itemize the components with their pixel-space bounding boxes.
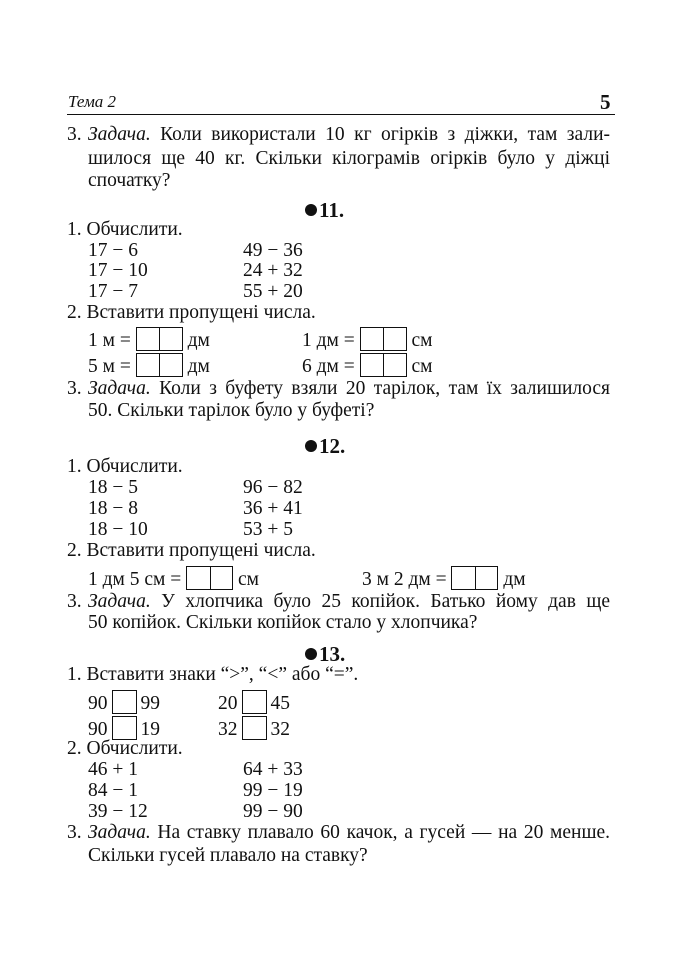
answer-box[interactable] xyxy=(186,566,233,590)
sign-box[interactable] xyxy=(112,690,137,714)
task-text: На ставку плавало 60 качок, а гусей — на 20 менше. xyxy=(157,822,610,843)
calc-expression: 18 − 5 xyxy=(88,477,138,498)
task-text: У хлопчика було 25 копійок. Батько йому дав ще xyxy=(161,591,611,612)
calc-expression: 49 − 36 xyxy=(243,240,303,261)
bullet-icon xyxy=(305,440,317,452)
number-right: 32 xyxy=(270,719,290,740)
header-rule xyxy=(67,114,615,115)
calc-expression: 17 − 10 xyxy=(88,260,148,281)
task-line: Скільки гусей плавало на ставку? xyxy=(88,845,368,866)
task-title: Задача. xyxy=(88,591,151,612)
answer-box[interactable] xyxy=(451,566,498,590)
question-title: 2. Вставити пропущені числа. xyxy=(67,540,316,561)
fill-label: 1 м = xyxy=(88,330,131,351)
calc-expression: 84 − 1 xyxy=(88,780,138,801)
calc-expression: 55 + 20 xyxy=(243,281,303,302)
task-line: спочатку? xyxy=(88,170,171,191)
page-number: 5 xyxy=(600,90,611,114)
calc-expression: 18 − 8 xyxy=(88,498,138,519)
task-title: Задача. xyxy=(88,124,151,145)
calc-expression: 17 − 7 xyxy=(88,281,138,302)
task-number: 3. xyxy=(67,124,82,145)
unit-label: см xyxy=(238,569,260,590)
calc-expression: 39 − 12 xyxy=(88,801,148,822)
unit-label: см xyxy=(411,356,433,377)
fill-label: 1 дм = xyxy=(302,330,355,351)
question-title: 1. Обчислити. xyxy=(67,456,183,477)
unit-label: дм xyxy=(187,330,210,351)
task-title: Задача. xyxy=(88,822,151,843)
fill-label: 6 дм = xyxy=(302,356,355,377)
number-left: 32 xyxy=(218,719,238,740)
calc-expression: 64 + 33 xyxy=(243,759,303,780)
compare-item xyxy=(88,690,160,715)
sign-box[interactable] xyxy=(112,716,137,740)
calc-expression: 36 + 41 xyxy=(243,498,303,519)
task-line xyxy=(88,124,610,146)
number-right: 45 xyxy=(270,693,290,714)
task-line: шилося ще 40 кг. Скільки кілограмів огірків було у діжці xyxy=(88,148,610,169)
fill-row xyxy=(362,566,526,591)
task-text: Коли використали 10 кг огірків з діжки, там зали- xyxy=(160,124,610,145)
task-line xyxy=(88,591,610,613)
fill-label: 3 м 2 дм = xyxy=(362,569,447,590)
answer-box[interactable] xyxy=(136,353,183,377)
section-heading-11: 11. xyxy=(305,198,344,223)
answer-box[interactable] xyxy=(360,327,407,351)
fill-label: 1 дм 5 см = xyxy=(88,569,182,590)
question-title: 2. Обчислити. xyxy=(67,738,183,759)
number-left: 20 xyxy=(218,693,238,714)
section-heading-13: 13. xyxy=(305,642,345,667)
calc-expression: 17 − 6 xyxy=(88,240,138,261)
question-title: 1. Вставити знаки “>”, “<” або “=”. xyxy=(67,664,359,685)
calc-expression: 18 − 10 xyxy=(88,519,148,540)
task-number: 3. xyxy=(67,822,82,843)
bullet-icon xyxy=(305,648,317,660)
fill-row xyxy=(88,353,210,378)
section-heading-12: 12. xyxy=(305,434,345,459)
answer-box[interactable] xyxy=(136,327,183,351)
fill-row xyxy=(302,353,433,378)
task-text: Коли з буфету взяли 20 тарілок, там їх залишилося xyxy=(159,378,611,399)
fill-row xyxy=(88,566,259,591)
task-number: 3. xyxy=(67,378,82,399)
calc-expression: 24 + 32 xyxy=(243,260,303,281)
number-left: 90 xyxy=(88,719,108,740)
number-right: 99 xyxy=(140,693,160,714)
task-line: 50 копійок. Скільки копійок стало у хлопчика? xyxy=(88,612,478,633)
task-title: Задача. xyxy=(88,378,151,399)
unit-label: дм xyxy=(503,569,526,590)
calc-expression: 99 − 19 xyxy=(243,780,303,801)
task-number: 3. xyxy=(67,591,82,612)
compare-item xyxy=(218,690,290,715)
task-line: 50. Скільки тарілок було у буфеті? xyxy=(88,400,375,421)
unit-label: см xyxy=(411,330,433,351)
topic-label: Тема 2 xyxy=(68,92,117,111)
calc-expression: 99 − 90 xyxy=(243,801,303,822)
fill-row xyxy=(88,327,210,352)
number-left: 90 xyxy=(88,693,108,714)
task-line xyxy=(88,378,610,400)
task-line xyxy=(88,822,610,844)
unit-label: дм xyxy=(187,356,210,377)
question-title: 2. Вставити пропущені числа. xyxy=(67,302,316,323)
compare-item xyxy=(218,716,290,741)
sign-box[interactable] xyxy=(242,690,267,714)
calc-expression: 53 + 5 xyxy=(243,519,293,540)
number-right: 19 xyxy=(140,719,160,740)
fill-label: 5 м = xyxy=(88,356,131,377)
question-title: 1. Обчислити. xyxy=(67,219,183,240)
bullet-icon xyxy=(305,204,317,216)
calc-expression: 46 + 1 xyxy=(88,759,138,780)
fill-row xyxy=(302,327,433,352)
answer-box[interactable] xyxy=(360,353,407,377)
sign-box[interactable] xyxy=(242,716,267,740)
calc-expression: 96 − 82 xyxy=(243,477,303,498)
